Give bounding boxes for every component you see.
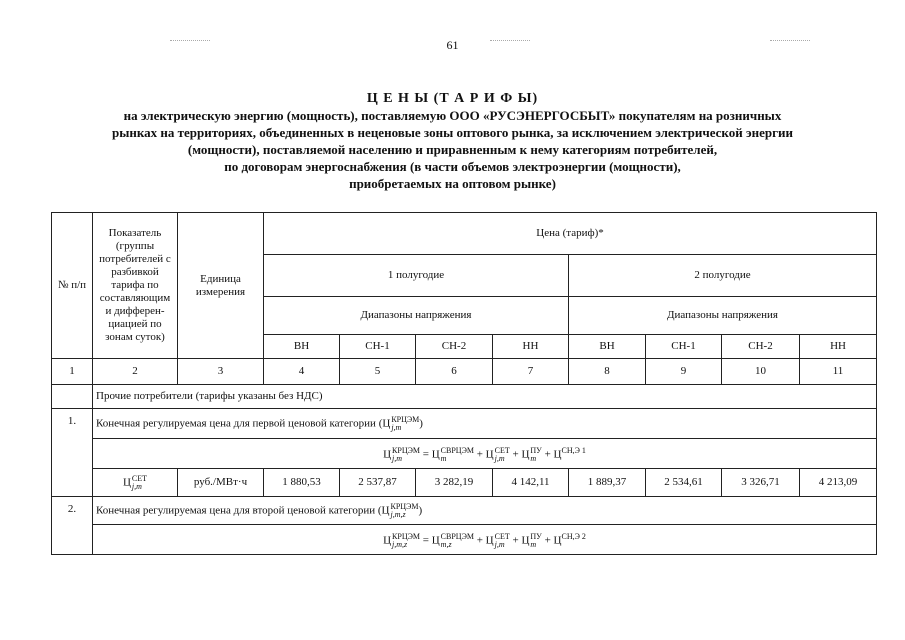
row-label-text: Конечная регулируемая цена для первой ценовой категории (Ц [96,417,391,430]
row-label [93,409,877,439]
col-number: 10 [722,359,800,385]
header-indicator: Показатель (группы потребителей с разбивкой тарифа по составляющим и дифферен-циацией по зонам суток) [93,213,178,359]
formula-sub: m,z [440,540,452,550]
formula-row2: Ц КРЦЭМ j,m,z = Ц СВРЦЭМ m,z + Ц СЕТ j,m + Ц ПУ m + $Ц^{СН,Э 2}$ [93,525,877,555]
col-number: 4 [264,359,340,385]
formula-sub: m [530,454,537,464]
formula-sup: СЕТ [494,532,510,542]
col-number: 8 [569,359,646,385]
formula-sup: СН,Э 1 [561,445,586,455]
data-label: Ц СЕТ j,m [93,469,178,497]
formula-sub: j,m,z [392,540,408,550]
document-title [0,90,905,192]
title-line: приобретаемых на оптовом рынке) [349,176,556,191]
header-voltage: СН-2 [722,335,800,359]
header-unit: Единица измерения [178,213,264,359]
formula-sup: СВРЦЭМ [440,446,474,456]
table-cell-value: 3 282,19 [416,469,493,497]
header-voltage: ВН [264,335,340,359]
row-label [93,497,877,525]
formula-sup: СВРЦЭМ [440,532,474,542]
formula-row1: Ц КРЦЭМ j,m = Ц СВРЦЭМ m + Ц СЕТ j,m + Ц ПУ m + $Ц^{СН,Э 1}$ [93,439,877,469]
formula-sub: j,m [494,454,505,464]
row-label-text: Конечная регулируемая цена для второй ценовой категории (Ц [96,504,390,517]
table-cell-value: 2 534,61 [646,469,722,497]
header-half2: 2 полугодие [569,255,877,297]
data-unit: руб./МВт·ч [178,469,264,497]
formula-sub: m [440,454,447,464]
header-voltage: СН-2 [416,335,493,359]
title-heading: Ц Е Н Ы (Т А Р И Ф Ы) [366,91,539,106]
symbol-sup: КРЦЭМ [390,501,419,511]
col-number: 9 [646,359,722,385]
section-heading: Прочие потребители (тарифы указаны без НДС) [93,385,877,409]
symbol-sub: j,m [391,422,402,432]
header-voltage: НН [800,335,877,359]
col-number: 6 [416,359,493,385]
col-number: 1 [52,359,93,385]
header-voltage: СН-1 [340,335,416,359]
tariff-table [51,212,877,555]
data-label-sup: СЕТ [131,473,148,483]
col-number: 11 [800,359,877,385]
title-line: по договорам энергоснабжения (в части объемов электроэнергии (мощности), [224,159,681,174]
header-voltage: ВН [569,335,646,359]
symbol-sup: КРЦЭМ [391,414,420,424]
header-ranges: Диапазоны напряжения [569,297,877,335]
col-number: 5 [340,359,416,385]
title-line: на электрическую энергию (мощность), поставляемую ООО «РУСЭНЕРГОСБЫТ» покупателям на розничных [123,108,782,123]
header-price: Цена (тариф)* [264,213,877,255]
header-voltage: СН-1 [646,335,722,359]
table-cell-value: 3 326,71 [722,469,800,497]
col-number: 3 [178,359,264,385]
table-cell-value: 4 142,11 [493,469,569,497]
col-number: 7 [493,359,569,385]
header-half1: 1 полугодие [264,255,569,297]
data-label-sub: j,m [131,481,142,491]
table-cell-value: 4 213,09 [800,469,877,497]
title-line: рынках на территориях, объединенных в неценовые зоны оптового рынка, за исключением электрической энергии [112,125,793,140]
header-num: № п/п [52,213,93,359]
header-ranges: Диапазоны напряжения [264,297,569,335]
table-cell-value: 1 880,53 [264,469,340,497]
header-voltage: НН [493,335,569,359]
formula-sup: СН,Э 2 [561,531,586,541]
formula-sub: j,m [392,454,403,464]
col-number: 2 [93,359,178,385]
row-number: 2. [52,497,93,555]
page-number: 61 [446,38,459,52]
formula-sub: j,m [494,540,505,550]
table-cell-value: 2 537,87 [340,469,416,497]
formula-sup: ПУ [530,446,542,456]
formula-sup: КРЦЭМ [392,532,421,542]
symbol-sub: j,m,z [390,509,406,519]
row-number: 1. [52,409,93,497]
formula-sup: ПУ [530,532,542,542]
table-cell-value: 1 889,37 [569,469,646,497]
title-line: (мощности), поставляемой населению и приравненным к нему категориям потребителей, [187,142,718,157]
formula-sup: КРЦЭМ [392,446,421,456]
row-label-close: ) [419,417,423,430]
formula-sup: СЕТ [494,446,510,456]
section-spacer [52,385,93,409]
formula-sub: m [530,540,537,550]
row-label-close: ) [418,504,423,517]
